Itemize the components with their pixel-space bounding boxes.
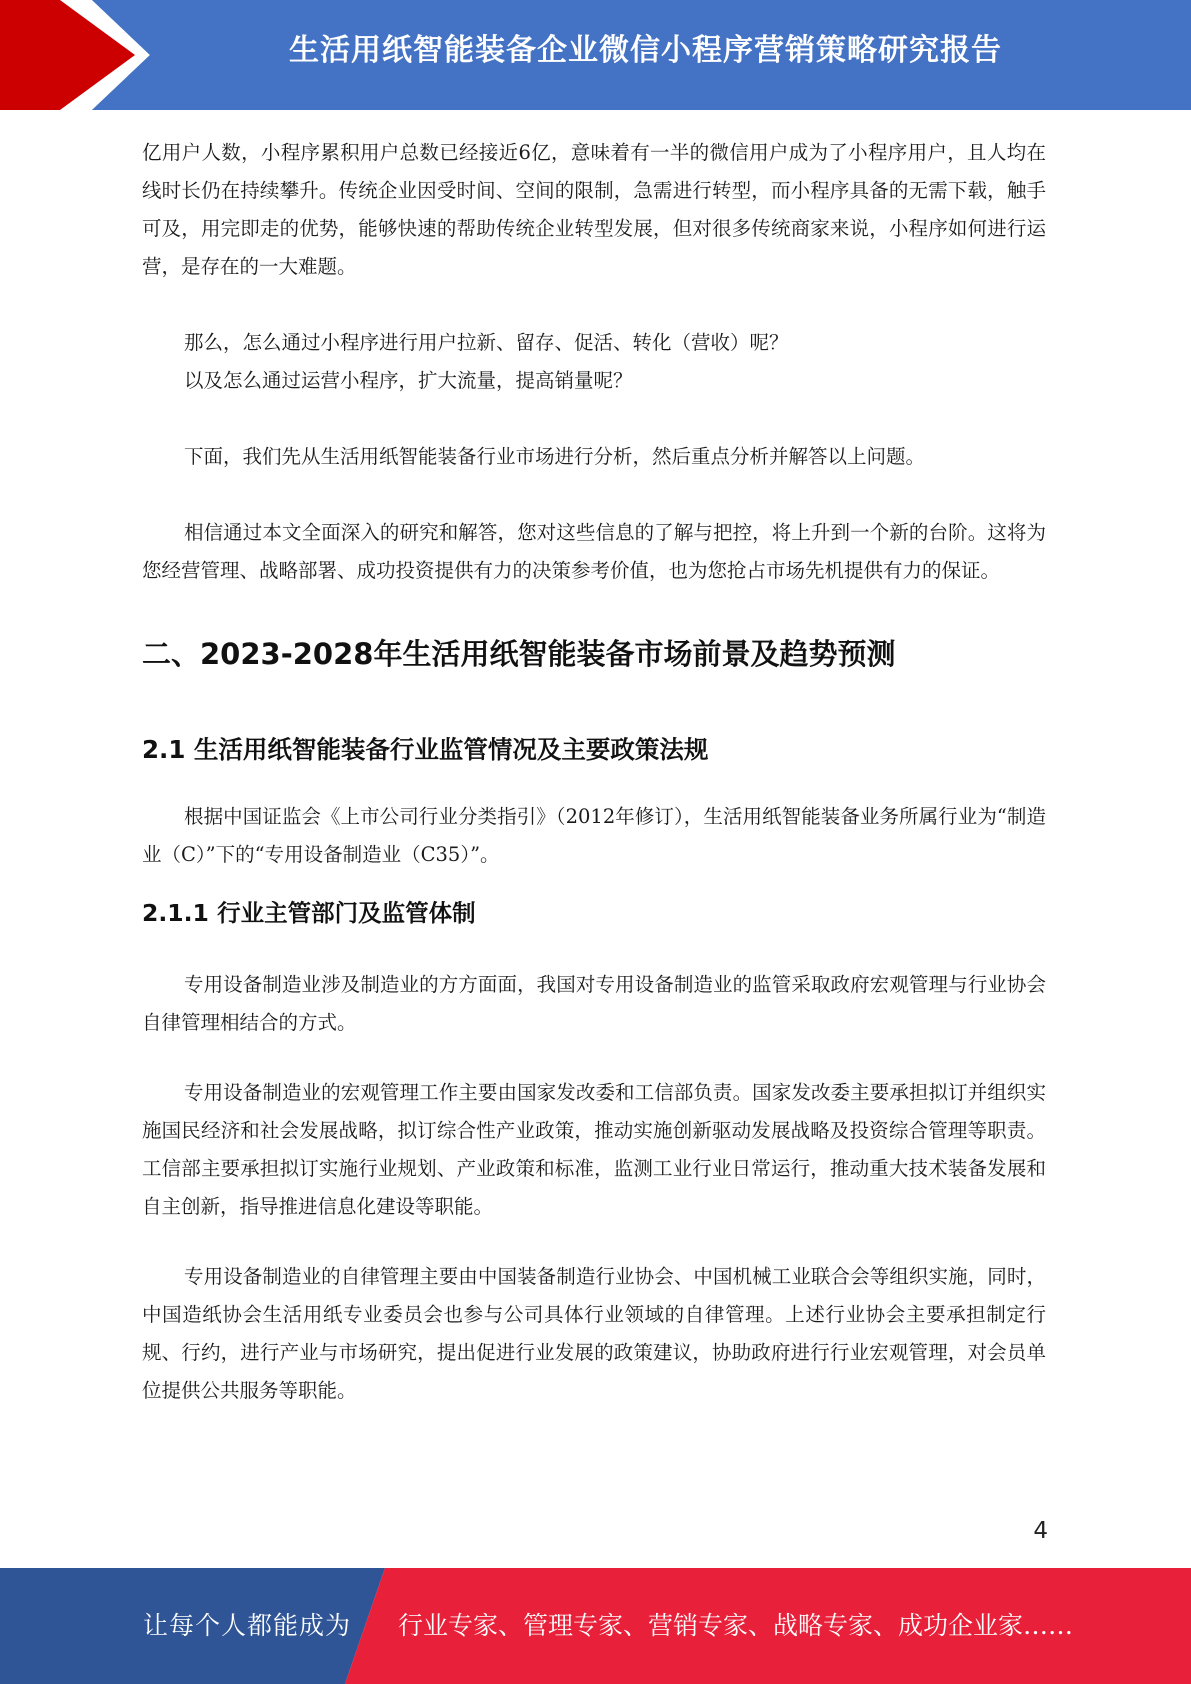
paragraph-analysis: 下面，我们先从生活用纸智能装备行业市场进行分析，然后重点分析并解答以上问题。 [184, 445, 926, 468]
paragraph-macro-management: 专用设备制造业的宏观管理工作主要由国家发改委和工信部负责。国家发改委主要承担拟订并组织实施国民经济和社会发展战略，拟订综合性产业政策，推动实施创新驱动发展战略及投资综合管理等职责。工信部主要承担拟订实施行业规划、产业政策和标准，监测工业行业日常运行，推动重大技术装备发展和自主创新，指导推进信息化建设等职能。 [142, 1081, 1046, 1218]
question-2: 以及怎么通过运营小程序，扩大流量，提高销量呢？ [184, 369, 633, 392]
paragraph-regulation: 专用设备制造业涉及制造业的方方面面，我国对专用设备制造业的监管采取政府宏观管理与行业协会自律管理相结合的方式。 [142, 973, 1046, 1034]
paragraph-classification: 根据中国证监会《上市公司行业分类指引》（2012年修订），生活用纸智能装备业务所属行业为“制造业（C）”下的“专用设备制造业（C35）”。 [142, 805, 1046, 866]
footer-slogan-left: 让每个人都能成为 [143, 1611, 352, 1640]
document-body [142, 134, 1046, 1410]
page-header [0, 0, 1191, 110]
paragraph-intro: 亿用户人数，小程序累积用户总数已经接近6亿，意味着有一半的微信用户成为了小程序用户，且人均在线时长仍在持续攀升。传统企业因受时间、空间的限制，急需进行转型，而小程序具备的无需下载，触手可及，用完即走的优势，能够快速的帮助传统企业转型发展，但对很多传统商家来说，小程序如何进行运营，是存在的一大难题。 [142, 141, 1046, 278]
report-title: 生活用纸智能装备企业微信小程序营销策略研究报告 [289, 33, 1002, 68]
question-1: 那么，怎么通过小程序进行用户拉新、留存、促活、转化（营收）呢？ [184, 331, 789, 354]
paragraph-conclusion: 相信通过本文全面深入的研究和解答，您对这些信息的了解与把控，将上升到一个新的台阶。这将为您经营管理、战略部署、成功投资提供有力的决策参考价值，也为您抢占市场先机提供有力的保证。 [142, 521, 1046, 582]
header-chevron-icon [0, 0, 160, 110]
subsection-heading: 2.1 生活用纸智能装备行业监管情况及主要政策法规 [142, 735, 709, 764]
section-heading: 二、2023-2028年生活用纸智能装备市场前景及趋势预测 [142, 637, 896, 671]
footer-slogan-right: 行业专家、管理专家、营销专家、战略专家、成功企业家…… [398, 1611, 1074, 1640]
page-footer [0, 1568, 1191, 1684]
page-number: 4 [1033, 1518, 1048, 1544]
paragraph-self-regulation: 专用设备制造业的自律管理主要由中国装备制造行业协会、中国机械工业联合会等组织实施，同时，中国造纸协会生活用纸专业委员会也参与公司具体行业领域的自律管理。上述行业协会主要承担制定行规、行约，进行产业与市场研究，提出促进行业发展的政策建议，协助政府进行行业宏观管理，对会员单位提供公共服务等职能。 [142, 1265, 1046, 1402]
subsubsection-heading: 2.1.1 行业主管部门及监管体制 [142, 899, 476, 927]
